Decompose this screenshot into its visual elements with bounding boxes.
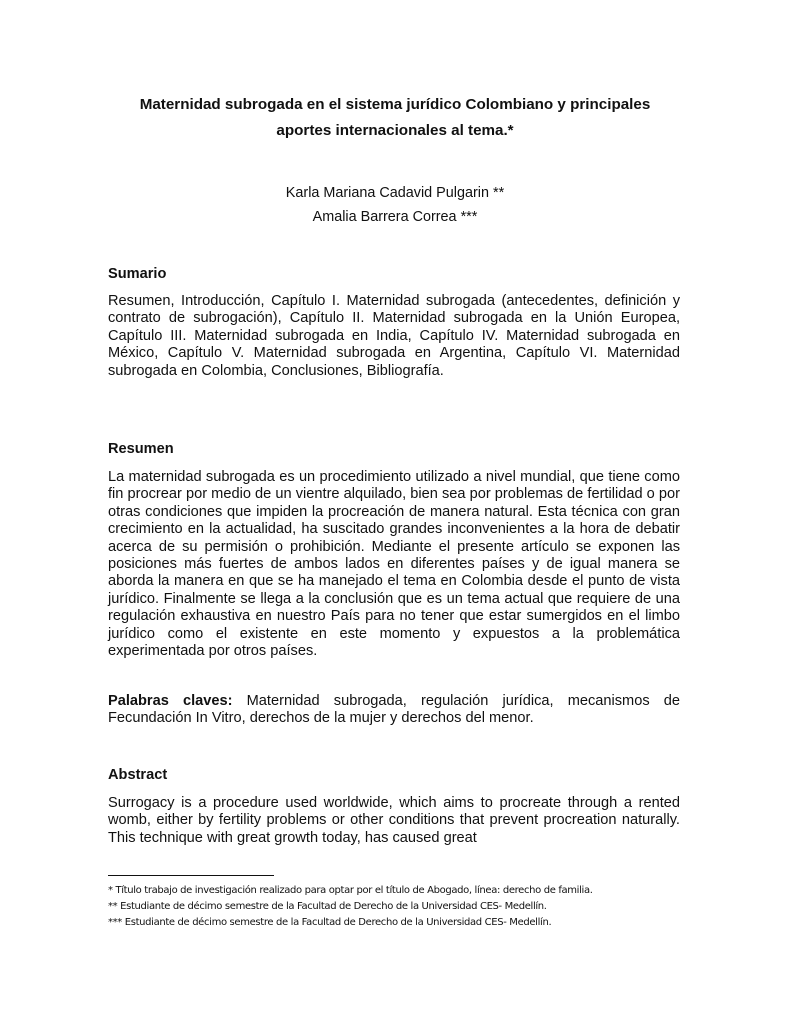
author-2: Amalia Barrera Correa *** — [312, 209, 478, 225]
document-title — [100, 92, 690, 144]
abstract-heading: Abstract — [108, 767, 168, 783]
resumen-text: La maternidad subrogada es un procedimiento utilizado a nivel mundial, que tiene como fin procrear por medio de un vientre alquilado, bien sea por problemas de fertilidad o por otras condiciones que impiden la procreación de manera natural. Esta técnica con gran crecimiento en la actualidad, ha suscitado grandes inconvenientes a la hora de debatir acerca de su permisión o prohibición. Mediante el presente artículo se exponen las posiciones más fuertes de ambos lados en diferentes países y de igual manera se aborda la manera en que se ha manejado el tema en Colombia desde el punto de vista jurídico. Finalmente se llega a la conclusión que es un tema actual que requiere de una regulación exhaustiva en nuestro País para no tener que estar sumergidos en el limbo jurídico como el existente en este momento y expuestos a la problemática experimentada por otros países. — [108, 469, 680, 660]
sumario-text: Resumen, Introducción, Capítulo I. Maternidad subrogada (antecedentes, definición y contrato de subrogación), Capítulo II. Maternidad subrogada en la Unión Europea, Capítulo III. Maternidad subrogada en India, Capítulo IV. Maternidad subrogada en México, Capítulo V. Maternidad subrogada en Argentina, Capítulo VI. Maternidad subrogada en Colombia, Conclusiones, Bibliografía. — [108, 293, 680, 379]
author-1: Karla Mariana Cadavid Pulgarin ** — [285, 185, 505, 201]
resumen-heading: Resumen — [108, 441, 174, 457]
sumario-heading: Sumario — [108, 266, 167, 282]
author-list — [100, 181, 690, 229]
footnotes — [108, 883, 688, 931]
footnote-2: ** Estudiante de décimo semestre de la Facultad de Derecho de la Universidad CES- Medellín. — [108, 901, 547, 912]
keywords-paragraph — [108, 693, 680, 728]
keywords-label: Palabras claves: — [108, 693, 233, 709]
keywords-text: Maternidad subrogada, regulación jurídica, mecanismos de Fecundación In Vitro, derechos de la mujer y derechos del menor. — [108, 693, 680, 727]
footnote-1: * Título trabajo de investigación realizado para optar por el título de Abogado, línea: derecho de familia. — [108, 885, 593, 896]
footnote-separator — [108, 875, 274, 876]
abstract-text: Surrogacy is a procedure used worldwide, which aims to procreate through a rented womb, either by fertility problems or other conditions that prevent procreation naturally. This technique with great growth today, has caused great — [108, 795, 680, 846]
footnote-3: *** Estudiante de décimo semestre de la Facultad de Derecho de la Universidad CES- Medellín. — [108, 917, 552, 928]
title-line-2: aportes internacionales al tema.* — [276, 122, 514, 139]
title-line-1: Maternidad subrogada en el sistema jurídico Colombiano y principales — [139, 96, 651, 113]
